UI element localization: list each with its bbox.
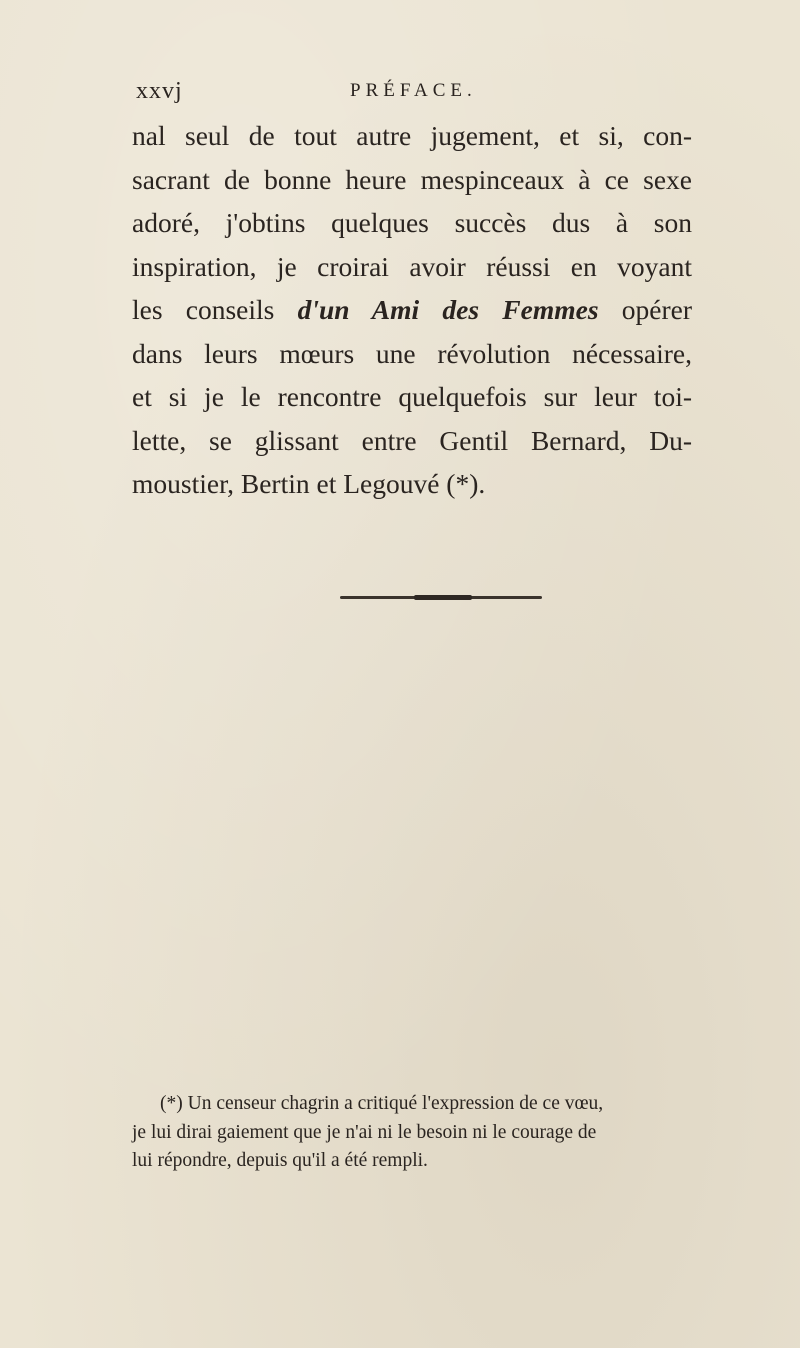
section-divider	[340, 596, 542, 599]
emphasized-phrase: d'un Ami des Femmes	[297, 294, 599, 325]
body-line-9: moustier, Bertin et Legouvé (*).	[132, 468, 486, 499]
body-line-6: dans leurs mœurs une révolution nécessaire,	[132, 337, 692, 369]
body-line-5-start: les conseils	[132, 294, 298, 325]
body-line-1: nal seul de tout autre jugement, et si, con-	[132, 120, 692, 151]
page-number: xxvj	[136, 78, 183, 104]
body-line-4: inspiration, je croirai avoir réussi en voyant	[132, 250, 692, 282]
body-line-5-end: opérer	[598, 294, 692, 325]
body-paragraph	[132, 114, 692, 506]
body-line-3: adoré, j'obtins quelques succès dus à son	[132, 207, 692, 238]
footnote-line-3: lui répondre, depuis qu'il a été rempli.	[132, 1150, 428, 1171]
footnote	[132, 1090, 704, 1176]
running-title: PRÉFACE.	[350, 80, 477, 101]
footnote-line-2: je lui dirai gaiement que je n'ai ni le besoin ni le courage de	[132, 1121, 597, 1143]
body-line-5	[132, 288, 692, 332]
body-line-7: et si je le rencontre quelquefois sur leur toi-	[132, 381, 692, 412]
running-head	[136, 78, 696, 108]
body-line-2: sacrant de bonne heure mespinceaux à ce sexe	[132, 163, 692, 195]
footnote-line-1: (*) Un censeur chagrin a critiqué l'expression de ce vœu,	[160, 1093, 604, 1114]
body-line-8: lette, se glissant entre Gentil Bernard, Du-	[132, 424, 692, 456]
